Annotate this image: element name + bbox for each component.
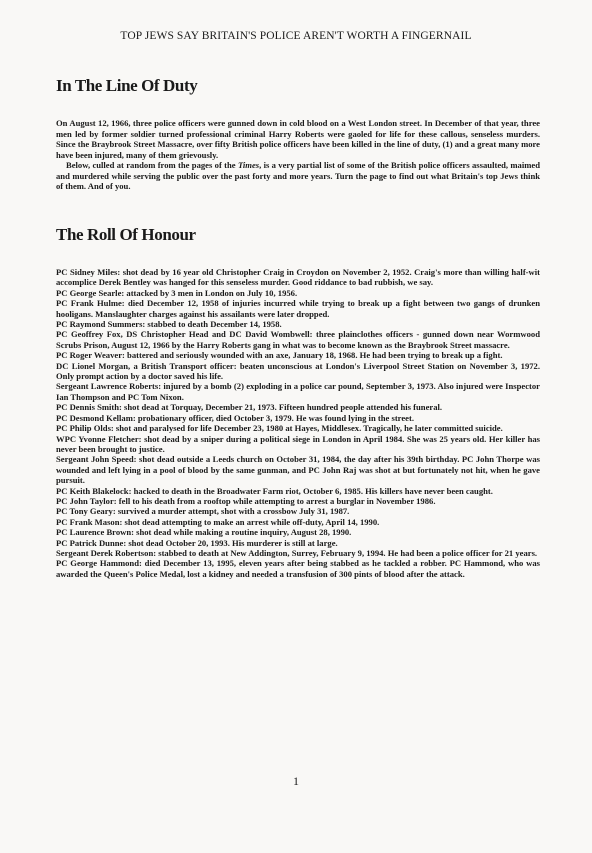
roll-entry: PC Philip Olds: shot and paralysed for life December 23, 1980 at Hayes, Middlesex. Tragically, he later committed suicide. [56, 423, 503, 434]
roll-entry: Sergeant Lawrence Roberts: injured by a bomb (2) exploding in a police car pound, September 3, 1973. Also injured were Inspector Ian Thompson and PC Tom Nixon. [56, 381, 540, 402]
roll-entry: PC Roger Weaver: battered and seriously wounded with an axe, January 18, 1968. He had been trying to break up a fight. [56, 350, 503, 361]
roll-entry: PC George Searle: attacked by 3 men in London on July 10, 1956. [56, 287, 298, 298]
roll-entry: PC George Hammond: died December 13, 1995, eleven years after being stabbed as he tackled a robber. PC Hammond, who was awarded the Queen's Police Medal, lost a kidney and needed a transfusion of 300 pints of blood after the attack. [56, 558, 540, 579]
roll-entry: PC Keith Blakelock: hacked to death in the Broadwater Farm riot, October 6, 1985. His killers have never been caught. [56, 485, 493, 496]
intro-text [56, 118, 540, 192]
roll-entry: PC Desmond Kellam: probationary officer, died October 3, 1979. He was found lying in the street. [56, 412, 414, 423]
roll-entry: PC Patrick Dunne: shot dead October 20, 1993. His murderer is still at large. [56, 537, 338, 548]
roll-entry: PC Tony Geary: survived a murder attempt, shot with a crossbow July 31, 1987. [56, 506, 350, 517]
roll-entry: PC Raymond Summers: stabbed to death December 14, 1958. [56, 319, 282, 330]
roll-entry: PC Frank Mason: shot dead attempting to make an arrest while off-duty, April 14, 1990. [56, 516, 380, 527]
intro-paragraph-1: On August 12, 1966, three police officers were gunned down in cold blood on a West London street. In December of that year, three men led by former soldier turned professional criminal Harry Roberts were gaoled for life for these callous, senseless murders. Since the Braybrook Street Massacre, over fifty British police officers have been killed in the line of duty, (1) and a great many more have been injured, many of them grievously. [56, 118, 540, 160]
intro-paragraph-2-end: , is a very partial list of some of the British police officers assaulted, maimed and murdered while serving the public over the past forty and more years. Turn the page to find out what Britain's top Jews think of them. And of you. [56, 160, 540, 191]
roll-entry: WPC Yvonne Fletcher: shot dead by a sniper during a political siege in London in April 1984. She was 25 years old. Her killer has never been brought to justice. [56, 433, 540, 454]
roll-entry: PC Laurence Brown: shot dead while making a routine inquiry, August 28, 1990. [56, 527, 352, 538]
intro-paragraph-2 [56, 160, 540, 192]
times-italic: Times [237, 160, 260, 170]
intro-paragraph-2-start: Below, culled at random from the pages of the [66, 160, 238, 170]
roll-entry: PC John Taylor: fell to his death from a rooftop while attempting to arrest a burglar in November 1986. [56, 495, 436, 506]
roll-entry: Sergeant John Speed: shot dead outside a Leeds church on October 31, 1984, the day after his 39th birthday. PC John Thorpe was wounded and left lying in a pool of blood by the same gunman, and PC John Raj was shot at but fortunately not hit, when he gave pursuit. [56, 454, 540, 486]
roll-entry: Sergeant Derek Robertson: stabbed to death at New Addington, Surrey, February 9, 1994. He had been a police officer for 21 years. [56, 547, 538, 558]
section-heading-line-of-duty: In The Line Of Duty [56, 76, 198, 95]
section-heading-roll-of-honour: The Roll Of Honour [56, 225, 196, 244]
roll-of-honour-list [56, 267, 540, 579]
page-number: 1 [293, 774, 299, 788]
roll-entry: PC Sidney Miles: shot dead by 16 year old Christopher Craig in Croydon on November 2, 1952. Craig's more than willing half-wit accomplice Derek Bentley was hanged for this senseless murder. Good riddance to bad rubbish, we say. [56, 267, 540, 288]
roll-entry: PC Geoffrey Fox, DS Christopher Head and DC David Wombwell: three plainclothes officers - gunned down near Wormwood Scrubs Prison, August 12, 1966 by the Harry Roberts gang in what was to become known as the Braybrook Street massacre. [56, 329, 540, 350]
running-title: TOP JEWS SAY BRITAIN'S POLICE AREN'T WORTH A FINGERNAIL [120, 30, 472, 42]
roll-entry: PC Frank Hulme: died December 12, 1958 of injuries incurred while trying to break up a fight between two gangs of drunken hooligans. Manslaughter charges against his assailants were later dropped. [56, 298, 540, 319]
roll-entry: PC Dennis Smith: shot dead at Torquay, December 21, 1973. Fifteen hundred people attended his funeral. [56, 402, 443, 413]
roll-entry: DC Lionel Morgan, a British Transport officer: beaten unconscious at London's Liverpool Street Station on November 3, 1972. Only prompt action by a doctor saved his life. [56, 360, 540, 382]
